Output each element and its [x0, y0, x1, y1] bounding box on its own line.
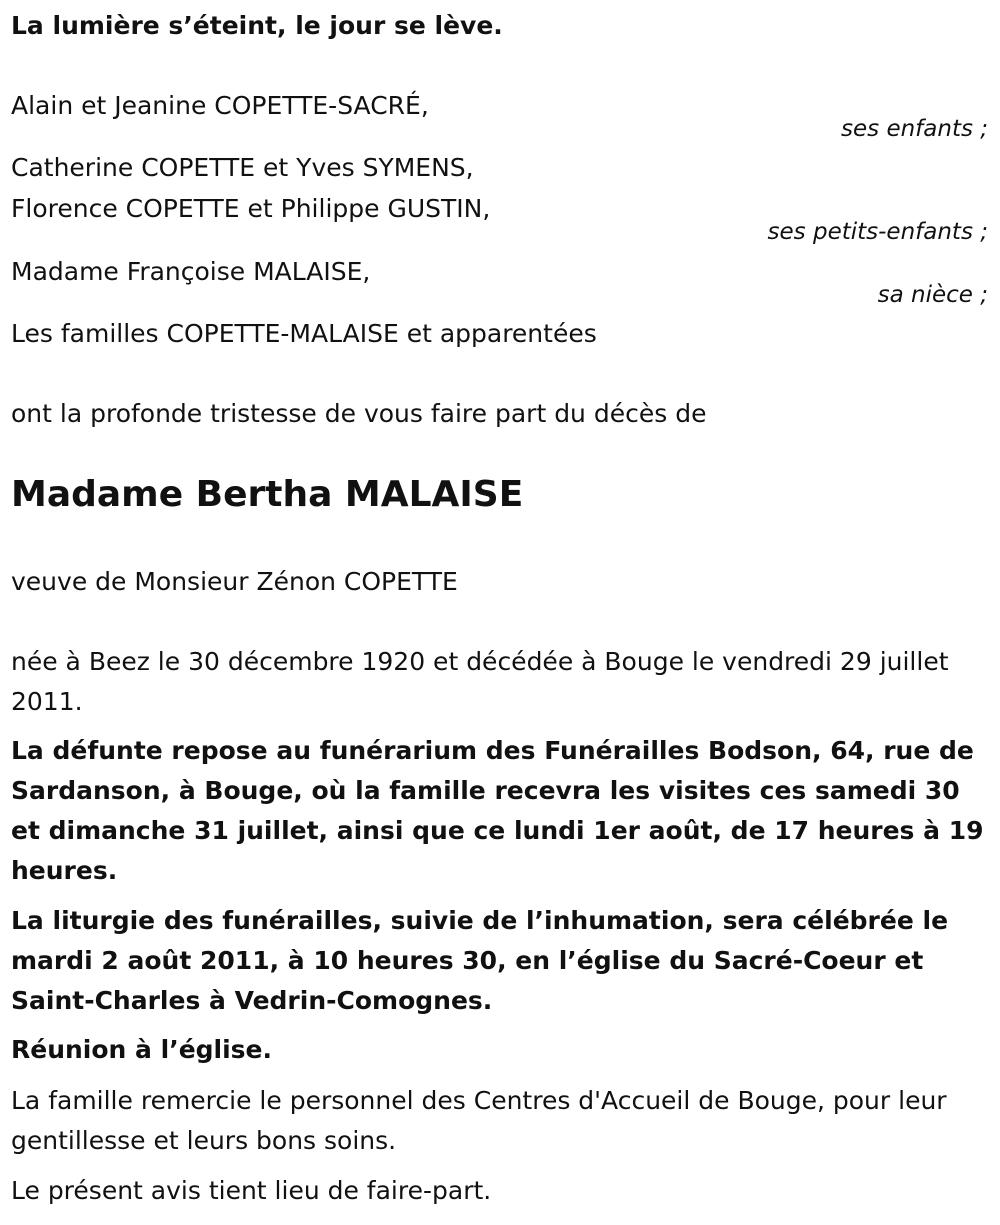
niece-name: Madame Françoise MALAISE,: [11, 257, 371, 286]
grandchildren-line-2: Florence COPETTE et Philippe GUSTIN,: [11, 194, 491, 223]
families-line: Les familles COPETTE-MALAISE et apparentées: [11, 319, 597, 348]
niece-role: sa nièce ;: [877, 282, 988, 308]
heading: La lumière s’éteint, le jour se lève.: [11, 11, 503, 40]
children-names: Alain et Jeanine COPETTE-SACRÉ,: [11, 91, 429, 120]
thanks-paragraph: La famille remercie le personnel des Centres d'Accueil de Bouge, pour leur gentillesse et leurs bons soins.: [11, 1086, 947, 1155]
deceased-name: Madame Bertha MALAISE: [11, 474, 524, 515]
liturgy-paragraph: La liturgie des funérailles, suivie de l’inhumation, sera célébrée le mardi 2 août 2011, à 10 heures 30, en l’église du Sacré-Coeur et Saint-Charles à Vedrin-Comognes.: [11, 906, 949, 1015]
closing-line: Le présent avis tient lieu de faire-part.: [11, 1176, 492, 1205]
children-role: ses enfants ;: [841, 116, 988, 142]
announcement-line: ont la profonde tristesse de vous faire part du décès de: [11, 399, 707, 428]
widow-of-line: veuve de Monsieur Zénon COPETTE: [11, 567, 458, 596]
meeting-line: Réunion à l’église.: [11, 1035, 273, 1064]
birth-death-paragraph: née à Beez le 30 décembre 1920 et décédée à Bouge le vendredi 29 juillet 2011.: [11, 647, 949, 716]
grandchildren-role: ses petits-enfants ;: [767, 219, 988, 245]
funerarium-paragraph: La défunte repose au funérarium des Funérailles Bodson, 64, rue de Sardanson, à Bouge, où la famille recevra les visites ces samedi 30 et dimanche 31 juillet, ainsi que ce lundi 1er août, de 17 heures à 19 heures.: [11, 736, 984, 885]
grandchildren-line-1: Catherine COPETTE et Yves SYMENS,: [11, 153, 474, 182]
